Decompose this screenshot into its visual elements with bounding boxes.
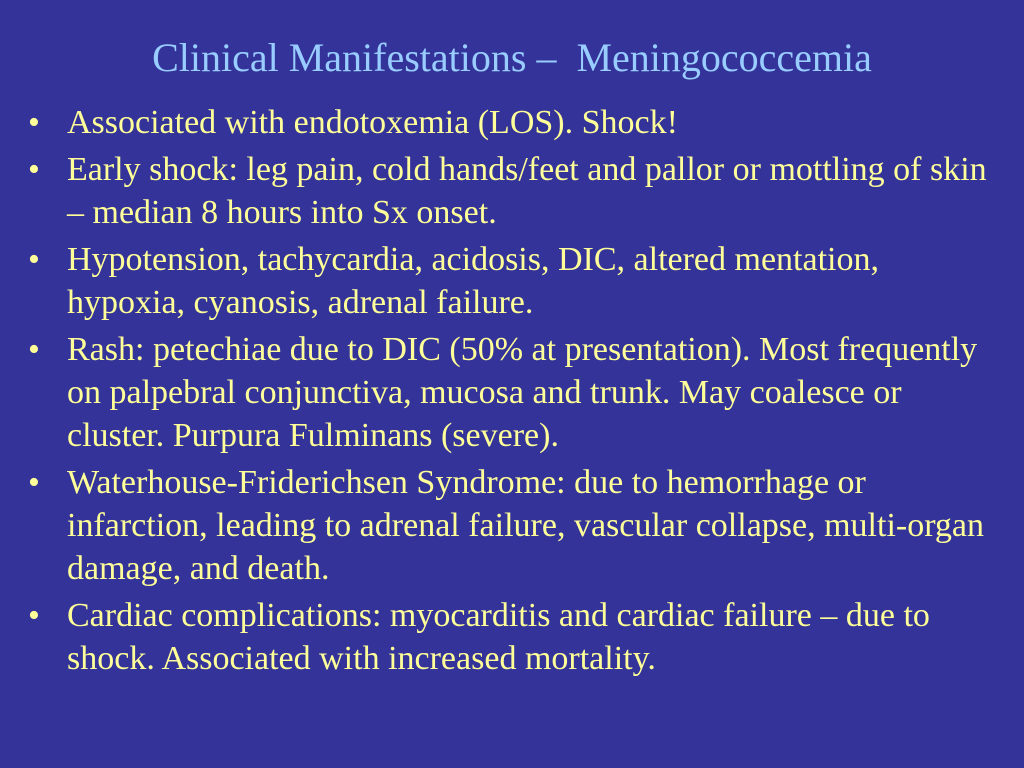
slide-title: Clinical Manifestations – Meningococcemia	[152, 35, 872, 80]
bullet-item	[28, 238, 1003, 324]
bullet-icon: •	[28, 151, 40, 188]
bullet-item	[28, 328, 1003, 457]
bullet-list	[28, 101, 1003, 684]
bullet-icon: •	[28, 597, 40, 634]
bullet-item	[28, 594, 1003, 680]
bullet-icon: •	[28, 331, 40, 368]
bullet-item	[28, 461, 1003, 590]
bullet-icon: •	[28, 241, 40, 278]
bullet-icon: •	[28, 464, 40, 501]
bullet-text: Associated with endotoxemia (LOS). Shock!	[67, 104, 678, 141]
bullet-text: Rash: petechiae due to DIC (50% at presentation). Most frequently on palpebral conjunctiva, mucosa and trunk. May coalesce or cluster. Purpura Fulminans (severe).	[67, 331, 978, 454]
bullet-text: Hypotension, tachycardia, acidosis, DIC, altered mentation, hypoxia, cyanosis, adrenal failure.	[67, 241, 879, 321]
bullet-item	[28, 148, 1003, 234]
bullet-item	[28, 101, 1003, 144]
bullet-text: Early shock: leg pain, cold hands/feet and pallor or mottling of skin – median 8 hours into Sx onset.	[67, 151, 987, 231]
bullet-icon: •	[28, 104, 40, 141]
bullet-text: Cardiac complications: myocarditis and cardiac failure – due to shock. Associated with increased mortality.	[67, 597, 930, 677]
bullet-text: Waterhouse-Friderichsen Syndrome: due to hemorrhage or infarction, leading to adrenal failure, vascular collapse, multi-organ damage, and death.	[67, 464, 985, 587]
